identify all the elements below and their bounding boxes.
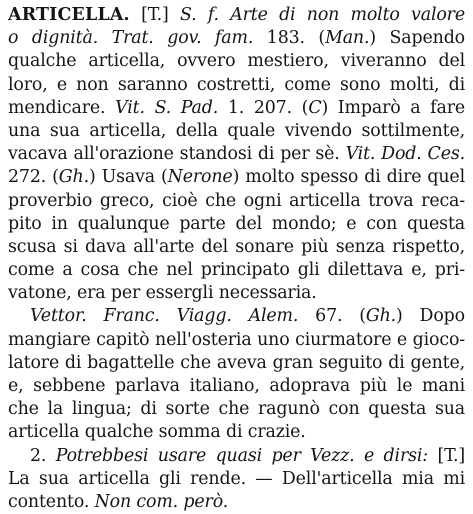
italic-text: Gh. bbox=[58, 167, 89, 188]
text-line bbox=[8, 445, 465, 468]
text-segment: 67. ( bbox=[298, 306, 366, 327]
italic-text: o dignità. Trat. gov. fam. bbox=[8, 28, 254, 49]
italic-text: S. f. Arte di non molto valore bbox=[180, 5, 465, 25]
text-line bbox=[8, 4, 465, 27]
text-segment: articella qualche somma di crazie. bbox=[8, 422, 306, 443]
text-segment: ) Dopo bbox=[396, 306, 465, 327]
text-line bbox=[8, 166, 465, 189]
italic-text: Vit. Dod. Ces. bbox=[345, 144, 465, 165]
text-segment: 1. 207. ( bbox=[218, 97, 309, 118]
text-segment: che la lingua; di sorte che ragunò con questa sua bbox=[8, 399, 465, 420]
text-segment: e, sebbene parlava italiano, adoprava più le mani bbox=[8, 376, 465, 396]
text-line bbox=[8, 143, 465, 166]
text-segment: La sua articella gli rende. — Dell'articella mia mi bbox=[8, 468, 465, 489]
text-line bbox=[8, 259, 465, 282]
text-line bbox=[8, 398, 465, 421]
text-segment: 272. ( bbox=[8, 167, 59, 188]
text-segment: scusa si dava all'arte del sonare più senza rispetto, bbox=[8, 236, 465, 257]
text-segment: 2. bbox=[30, 445, 56, 466]
italic-text: Nerone bbox=[167, 167, 233, 188]
italic-text: Vettor. Franc. Viagg. Alem. bbox=[30, 306, 299, 327]
text-segment: [T.] bbox=[129, 5, 180, 25]
text-segment: latore di bagattelle che aveva gran seguito di gente, bbox=[8, 352, 465, 373]
text-segment: qualche articella, ovvero mestiero, viveranno del bbox=[8, 51, 465, 72]
text-line bbox=[8, 468, 465, 491]
text-line bbox=[8, 236, 465, 259]
text-segment: vatone, era per essergli necessaria. bbox=[8, 283, 317, 304]
italic-text: Man. bbox=[325, 28, 370, 49]
text-segment: proverbio greco, cioè che ogni articella trova reca- bbox=[8, 190, 465, 211]
entry-text bbox=[8, 4, 465, 514]
text-line bbox=[8, 50, 465, 73]
text-line bbox=[8, 329, 465, 352]
text-line bbox=[8, 375, 465, 398]
headword: ARTICELLA. bbox=[8, 5, 130, 25]
text-segment: come a cosa che nel principato gli dilettava e, pri- bbox=[8, 260, 465, 281]
text-line bbox=[8, 74, 465, 97]
text-segment: ) Sapendo bbox=[369, 28, 465, 49]
text-line bbox=[8, 97, 465, 120]
text-segment: 183. ( bbox=[253, 28, 326, 49]
text-segment: mangiare capitò nell'osteria uno ciurmatore e gioco- bbox=[8, 329, 465, 350]
text-segment: una sua articella, della quale vivendo sottilmente, bbox=[8, 120, 465, 141]
text-segment: loro, e non saranno costretti, come sono molti, di bbox=[8, 74, 465, 95]
text-segment: pito in qualunque parte del mondo; e con questa bbox=[8, 213, 465, 234]
italic-text: Gh. bbox=[365, 306, 397, 327]
text-line bbox=[8, 213, 465, 236]
text-segment: vacava all'orazione standosi di per sè. bbox=[8, 144, 346, 165]
italic-text: Vit. S. Pad. bbox=[115, 97, 219, 118]
italic-text: Non com. però. bbox=[94, 491, 229, 512]
italic-text: Potrebbesi usare quasi per Vezz. e dirsi: bbox=[55, 445, 429, 466]
text-line bbox=[8, 27, 465, 50]
text-segment: [T.] bbox=[428, 445, 465, 466]
text-segment: ) molto spesso di dire quel bbox=[232, 167, 465, 188]
text-line bbox=[8, 282, 465, 305]
text-segment: mendicare. bbox=[8, 97, 116, 118]
text-segment: ) Usava ( bbox=[88, 167, 168, 188]
text-segment: ) Imparò a fare bbox=[321, 97, 465, 118]
text-line bbox=[8, 120, 465, 143]
italic-text: C bbox=[308, 97, 322, 118]
text-line bbox=[8, 491, 465, 514]
text-line bbox=[8, 352, 465, 375]
text-line bbox=[8, 190, 465, 213]
text-line bbox=[8, 421, 465, 444]
text-segment: contento. bbox=[8, 491, 95, 512]
text-line bbox=[8, 305, 465, 328]
